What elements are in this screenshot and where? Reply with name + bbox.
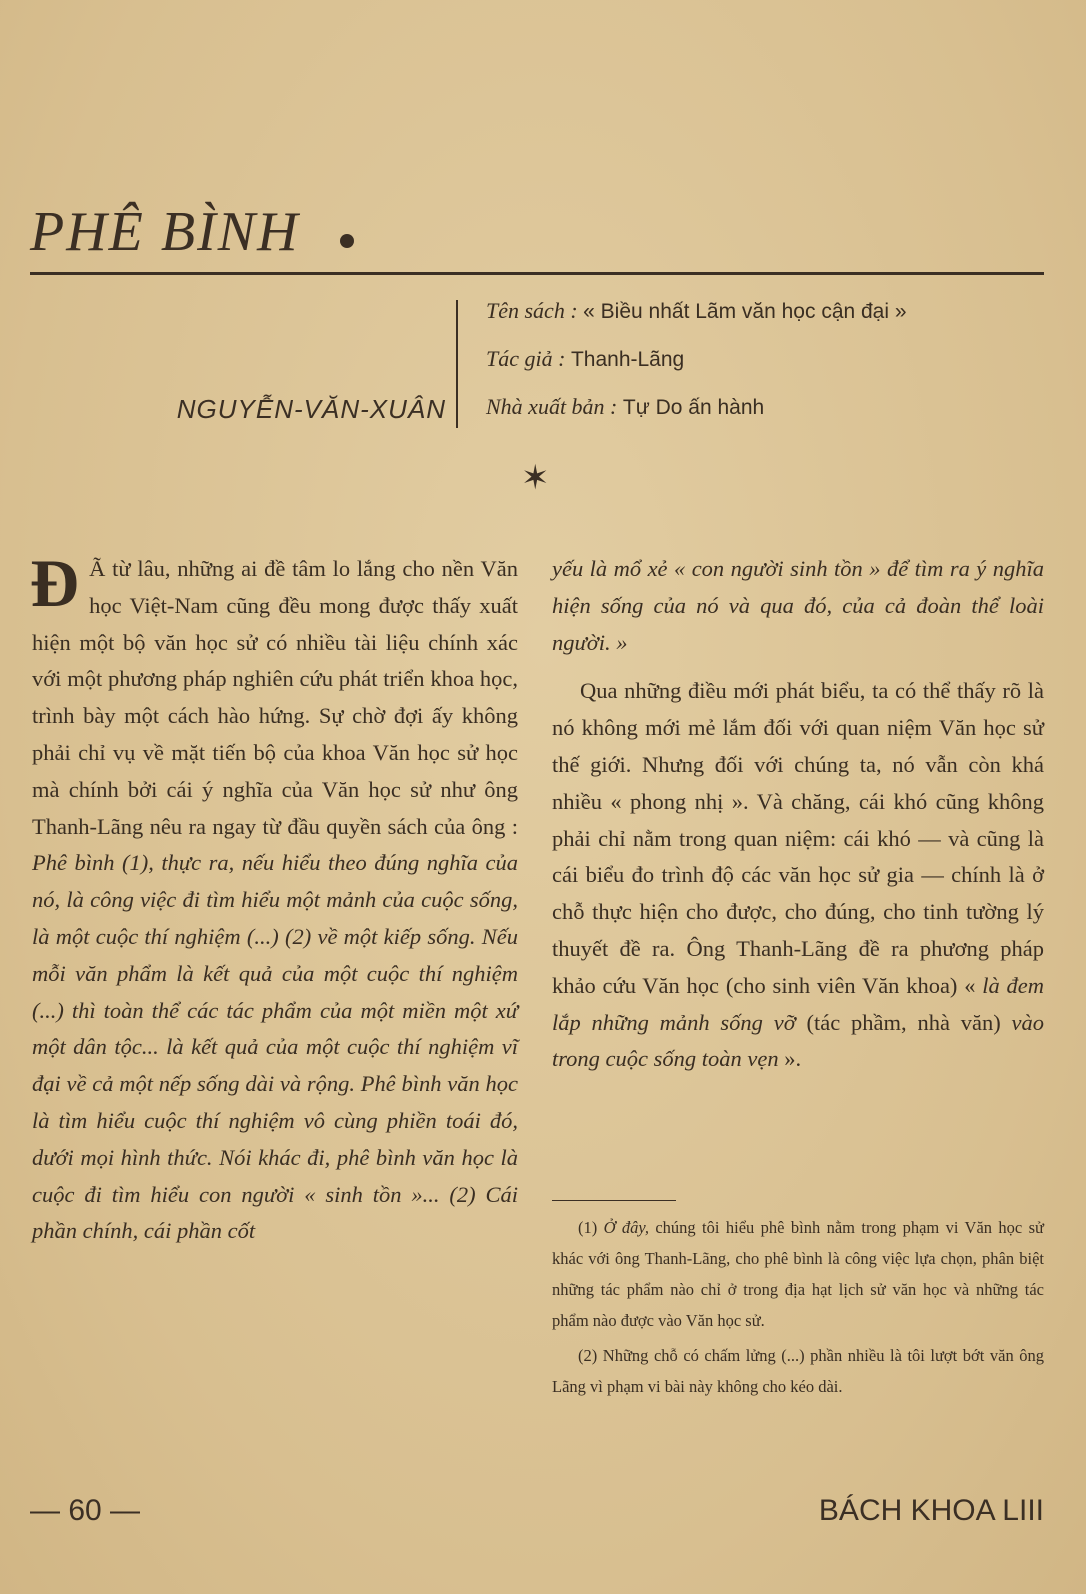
footnote-1 <box>552 1212 1044 1336</box>
right-quote-continuation: yếu là mổ xẻ « con người sinh tồn » để tìm ra ý nghĩa hiện sống của nó và qua đó, của cả đoàn thể loài người. » <box>552 556 1044 655</box>
meta-key: Tên sách : <box>486 298 578 323</box>
meta-value: Thanh-Lãng <box>570 348 685 371</box>
magazine-name: BÁCH KHOA LIII <box>818 1494 1044 1527</box>
left-text-plain: Ã từ lâu, những ai đề tâm lo lắng cho nền Văn học Việt-Nam cũng đều mong được thấy xuất hiện một bộ văn học sử có nhiều tài liệu chính xác với một phương pháp nghiên cứu phát triển khoa học, trình bày một cách hào hứng. Sự chờ đợi ấy không phải chỉ vụ về mặt tiến bộ của khoa Văn học sử học mà chính bởi cái ý nghĩa của Văn học sử như ông Thanh-Lãng nêu ra ngay từ đầu quyền sách của ông : <box>32 556 518 839</box>
footnote-2 <box>552 1340 1044 1402</box>
footnote-marker: (1) <box>578 1218 604 1237</box>
meta-key: Tác giả : <box>486 346 566 371</box>
right-text: (tác phầm, nhà văn) <box>795 1009 1012 1035</box>
meta-row-author <box>486 346 1066 394</box>
title-bullet <box>340 234 354 248</box>
meta-value: Tự Do ấn hành <box>622 396 765 419</box>
meta-key: Nhà xuất bản : <box>486 394 618 419</box>
meta-value: « Biều nhất Lãm văn học cận đại » <box>583 300 907 323</box>
right-paragraph <box>552 673 1044 1078</box>
page-number: — 60 — <box>30 1494 141 1527</box>
left-column <box>30 545 518 1250</box>
meta-row-publisher <box>486 394 1066 442</box>
title-rule <box>30 272 1044 275</box>
left-paragraph <box>30 545 518 1250</box>
right-text-italic: vào trong cuộc sống toàn vẹn <box>552 1009 1044 1072</box>
footnote-lead-italic: Ở đây, <box>603 1218 649 1237</box>
meta-row-title <box>486 298 1066 346</box>
section-title: PHÊ BÌNH <box>30 201 300 263</box>
footnotes <box>552 1212 1044 1406</box>
footnote-text: chúng tôi hiểu phê bình nằm trong phạm vi Văn học sử khác với ông Thanh-Lãng, cho phê bình là công việc lựa chọn, phân biệt những tác phẩm nào chỉ ở trong địa hạt lịch sử văn học và những tác phẩm nào được vào Văn học sử. <box>552 1218 1044 1330</box>
right-text: ». <box>778 1046 802 1072</box>
drop-cap: Đ <box>30 545 80 621</box>
right-column <box>552 551 1044 1078</box>
right-text-italic: là đem lắp những mảnh sống vỡ <box>552 972 1044 1035</box>
article-author: NGUYỄN-VĂN-XUÂN <box>176 394 446 424</box>
left-text-quote: Phê bình (1), thực ra, nếu hiểu theo đúng nghĩa của nó, là công việc đi tìm hiểu một mảnh của cuộc sống, là một cuộc thí nghiệm (...) (2) về một kiếp sống. Nếu mỗi văn phẩm là kết quả của một cuộc thí nghiệm (...) thì toàn thể các tác phẩm của một miền một xứ một dân tộc... là kết quả của một cuộc thí nghiệm vĩ đại về cả một nếp sống dài và rộng. Phê bình văn học là tìm hiểu cuộc thí nghiệm vô cùng phiền toái đó, dưới mọi hình thức. Nói khác đi, phê bình văn học là cuộc đi tìm hiểu con người « sinh tồn »... (2) Cái phần chính, cái phần cốt <box>32 850 518 1244</box>
footnote-rule <box>552 1200 676 1201</box>
star-ornament-icon: ✶ <box>521 460 550 497</box>
book-metadata <box>486 298 1066 442</box>
meta-divider <box>456 300 458 428</box>
footnote-text: Những chỗ có chấm lửng (...) phần nhiều là tôi lượt bớt văn ông Lãng vì phạm vi bài này không cho kéo dài. <box>552 1346 1045 1396</box>
right-text: Qua những điều mới phát biểu, ta có thể thấy rõ là nó không mới mẻ lắm đối với quan niệm Văn học sử thế giới. Nhưng đối với chúng ta, nó vẫn còn khá nhiều « phong nhị ». Và chăng, cái khó cũng không phải chỉ nằm trong quan niệm: cái khó — và cũng là cái biểu đo trình độ các văn học sử gia — chính là ở chỗ thực hiện cho được, cho đúng, cho tinh tường lý thuyết đề ra. Ông Thanh-Lãng đề ra phương pháp khảo cứu Văn học (cho sinh viên Văn khoa) « <box>552 678 1044 998</box>
footnote-marker: (2) <box>578 1346 603 1365</box>
